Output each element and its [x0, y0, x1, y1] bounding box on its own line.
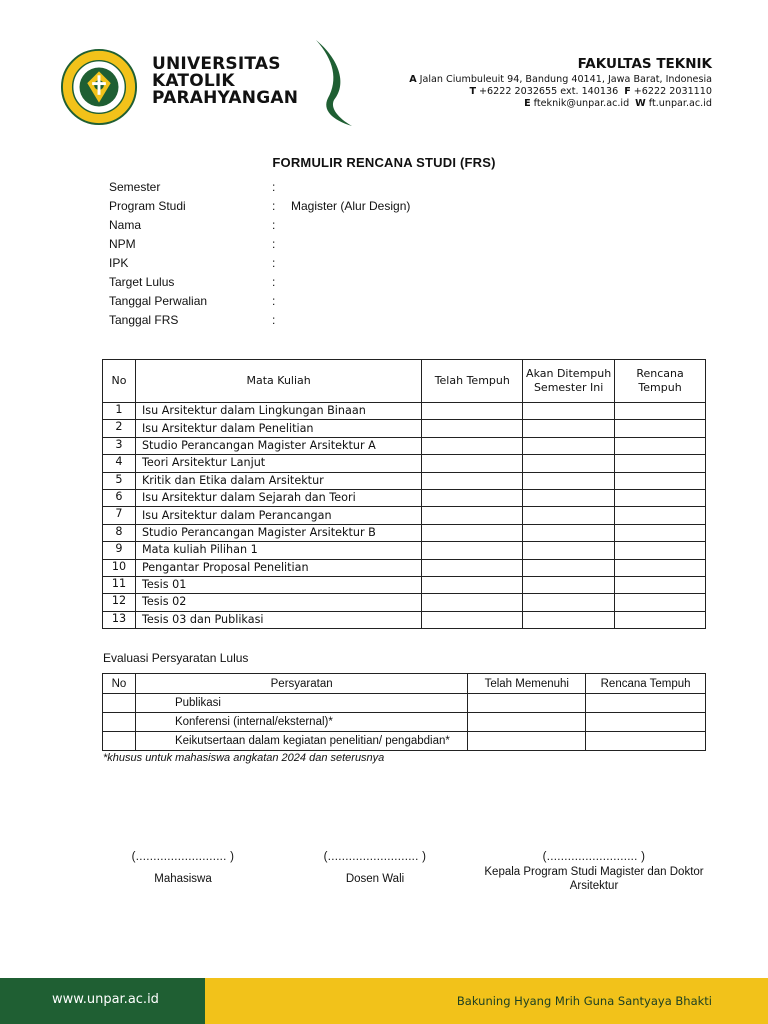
akan-ditempuh-cell[interactable] — [523, 455, 615, 472]
rencana-tempuh-cell[interactable] — [615, 455, 706, 472]
table-row — [103, 542, 706, 559]
row-number — [103, 732, 136, 751]
table-row — [103, 576, 706, 593]
footer-website-link[interactable]: www.unpar.ac.id — [52, 992, 159, 1007]
column-header-mata-kuliah: Mata Kuliah — [135, 360, 421, 403]
faculty-email-line — [409, 98, 712, 110]
signature-kepala-program — [484, 851, 704, 893]
telah-tempuh-cell[interactable] — [422, 507, 523, 524]
field-colon: : — [272, 218, 276, 233]
fax-prefix: F — [624, 86, 631, 97]
akan-ditempuh-cell[interactable] — [523, 489, 615, 506]
row-number: 4 — [103, 455, 136, 472]
table-row — [103, 437, 706, 454]
course-name: Teori Arsitektur Lanjut — [135, 455, 421, 472]
column-header-telah-tempuh: Telah Tempuh — [422, 360, 523, 403]
rencana-tempuh-cell[interactable] — [586, 732, 706, 751]
telah-tempuh-cell[interactable] — [422, 524, 523, 541]
field-semester — [109, 178, 410, 197]
signature-line: (.......................... ) — [542, 851, 646, 863]
footnote: *khusus untuk mahasiswa angkatan 2024 dan seterusnya — [103, 752, 385, 764]
course-name: Mata kuliah Pilihan 1 — [135, 542, 421, 559]
rencana-tempuh-cell[interactable] — [615, 611, 706, 628]
course-name: Kritik dan Etika dalam Arsitektur — [135, 472, 421, 489]
faculty-name: FAKULTAS TEKNIK — [577, 56, 712, 72]
course-table — [102, 359, 706, 629]
telah-memenuhi-cell[interactable] — [468, 732, 586, 751]
university-name-line-1: UNIVERSITAS — [152, 54, 281, 74]
column-header-persyaratan: Persyaratan — [135, 674, 467, 694]
requirement-name: Konferensi (internal/eksternal)* — [135, 713, 467, 732]
table-row — [103, 507, 706, 524]
row-number — [103, 713, 136, 732]
field-program-studi — [109, 197, 410, 216]
rencana-tempuh-cell[interactable] — [615, 594, 706, 611]
rencana-tempuh-cell[interactable] — [586, 694, 706, 713]
table-row — [103, 403, 706, 420]
course-name: Isu Arsitektur dalam Perancangan — [135, 507, 421, 524]
green-swoosh-decoration — [308, 38, 360, 128]
course-name: Isu Arsitektur dalam Lingkungan Binaan — [135, 403, 421, 420]
akan-ditempuh-cell[interactable] — [523, 524, 615, 541]
address-prefix: A — [409, 74, 417, 85]
column-header-no: No — [103, 674, 136, 694]
table-row — [103, 455, 706, 472]
field-label: IPK — [109, 256, 129, 270]
telah-memenuhi-cell[interactable] — [468, 694, 586, 713]
field-ipk — [109, 254, 410, 273]
akan-ditempuh-cell[interactable] — [523, 420, 615, 437]
akan-ditempuh-cell[interactable] — [523, 559, 615, 576]
university-seal-logo — [60, 48, 138, 126]
field-label: Target Lulus — [109, 274, 175, 289]
field-colon: : — [272, 256, 276, 270]
telah-tempuh-cell[interactable] — [422, 437, 523, 454]
faculty-phone-line — [409, 86, 712, 98]
akan-ditempuh-cell[interactable] — [523, 403, 615, 420]
row-number: 12 — [103, 594, 136, 611]
column-header-telah-memenuhi: Telah Memenuhi — [468, 674, 586, 694]
web-prefix: W — [635, 98, 646, 109]
course-name: Pengantar Proposal Penelitian — [135, 559, 421, 576]
rencana-tempuh-cell[interactable] — [615, 489, 706, 506]
form-title: FORMULIR RENCANA STUDI (FRS) — [272, 155, 496, 170]
course-name: Studio Perancangan Magister Arsitektur B — [135, 524, 421, 541]
akan-ditempuh-cell[interactable] — [523, 472, 615, 489]
field-colon: : — [272, 293, 276, 308]
signature-mahasiswa — [108, 851, 258, 886]
telah-memenuhi-cell[interactable] — [468, 713, 586, 732]
faculty-contact-block — [409, 56, 712, 110]
field-nama — [109, 216, 410, 235]
telah-tempuh-cell[interactable] — [422, 403, 523, 420]
course-table-header — [103, 360, 706, 403]
telah-tempuh-cell[interactable] — [422, 420, 523, 437]
table-row — [103, 594, 706, 611]
akan-ditempuh-cell[interactable] — [523, 507, 615, 524]
akan-ditempuh-cell[interactable] — [523, 611, 615, 628]
row-number: 8 — [103, 524, 136, 541]
row-number: 10 — [103, 559, 136, 576]
field-colon: : — [272, 312, 276, 327]
column-header-rencana-tempuh: Rencana Tempuh — [586, 674, 706, 694]
table-row — [103, 524, 706, 541]
field-label: Semester — [109, 180, 161, 195]
field-colon: : — [272, 180, 276, 195]
telah-tempuh-cell[interactable] — [422, 489, 523, 506]
akan-ditempuh-cell[interactable] — [523, 542, 615, 559]
row-number: 7 — [103, 507, 136, 524]
course-name: Isu Arsitektur dalam Sejarah dan Teori — [135, 489, 421, 506]
table-row — [103, 732, 706, 751]
rencana-tempuh-cell[interactable] — [615, 507, 706, 524]
signature-role: Dosen Wali — [345, 873, 405, 885]
field-colon: : — [272, 237, 276, 252]
table-row — [103, 713, 706, 732]
requirements-table-header — [103, 674, 706, 694]
rencana-tempuh-cell[interactable] — [615, 437, 706, 454]
faculty-website: ft.unpar.ac.id — [648, 98, 712, 109]
signature-line: (.......................... ) — [323, 851, 427, 863]
field-tanggal-perwalian — [109, 291, 410, 310]
row-number: 3 — [103, 437, 136, 454]
table-row — [103, 694, 706, 713]
signature-dosen-wali — [300, 851, 450, 886]
rencana-tempuh-cell[interactable] — [615, 542, 706, 559]
rencana-tempuh-cell[interactable] — [615, 403, 706, 420]
column-header-akan-ditempuh: Akan Ditempuh Semester Ini — [523, 360, 615, 403]
row-number: 9 — [103, 542, 136, 559]
telah-tempuh-cell[interactable] — [422, 594, 523, 611]
column-header-no: No — [103, 360, 136, 403]
rencana-tempuh-cell[interactable] — [586, 713, 706, 732]
student-info-fields — [109, 178, 410, 329]
rencana-tempuh-cell[interactable] — [615, 472, 706, 489]
field-npm — [109, 235, 410, 254]
telah-tempuh-cell[interactable] — [422, 559, 523, 576]
telah-tempuh-cell[interactable] — [422, 455, 523, 472]
akan-ditempuh-cell[interactable] — [523, 594, 615, 611]
field-label: Program Studi — [109, 199, 186, 214]
row-number: 2 — [103, 420, 136, 437]
signature-line: (.......................... ) — [131, 851, 235, 863]
faculty-address-line — [409, 74, 712, 86]
rencana-tempuh-cell[interactable] — [615, 420, 706, 437]
course-name: Isu Arsitektur dalam Penelitian — [135, 420, 421, 437]
requirement-name: Publikasi — [135, 694, 467, 713]
row-number: 1 — [103, 403, 136, 420]
signature-role: Kepala Program Studi Magister dan Doktor Arsitektur — [484, 866, 704, 892]
table-row — [103, 472, 706, 489]
requirements-table — [102, 673, 706, 751]
akan-ditempuh-cell[interactable] — [523, 437, 615, 454]
row-number: 11 — [103, 576, 136, 593]
rencana-tempuh-cell[interactable] — [615, 576, 706, 593]
university-name-line-3: PARAHYANGAN — [152, 88, 299, 108]
column-header-rencana-tempuh: Rencana Tempuh — [615, 360, 706, 403]
evaluation-section-title: Evaluasi Persyaratan Lulus — [103, 651, 249, 665]
rencana-tempuh-cell[interactable] — [615, 559, 706, 576]
course-name: Tesis 02 — [135, 594, 421, 611]
requirement-name: Keikutsertaan dalam kegiatan penelitian/ pengabdian* — [135, 732, 467, 751]
email-prefix: E — [524, 98, 531, 109]
faculty-address: Jalan Ciumbuleuit 94, Bandung 40141, Jawa Barat, Indonesia — [419, 74, 712, 85]
signature-role: Mahasiswa — [154, 873, 212, 885]
table-row — [103, 611, 706, 628]
field-target-lulus — [109, 272, 410, 291]
field-label: Tanggal Perwalian — [109, 293, 208, 308]
row-number: 6 — [103, 489, 136, 506]
telah-tempuh-cell[interactable] — [422, 611, 523, 628]
course-name: Tesis 01 — [135, 576, 421, 593]
university-name — [152, 56, 322, 107]
telah-tempuh-cell[interactable] — [422, 472, 523, 489]
akan-ditempuh-cell[interactable] — [523, 576, 615, 593]
telah-tempuh-cell[interactable] — [422, 576, 523, 593]
row-number — [103, 694, 136, 713]
faculty-email: fteknik@unpar.ac.id — [533, 98, 630, 109]
footer-motto: Bakuning Hyang Mrih Guna Santyaya Bhakti — [456, 994, 712, 1008]
field-label: NPM — [109, 237, 136, 252]
faculty-phone: +6222 2032655 ext. 140136 — [479, 86, 619, 97]
course-name: Studio Perancangan Magister Arsitektur A — [135, 437, 421, 454]
faculty-fax: +6222 2031110 — [633, 86, 712, 97]
telah-tempuh-cell[interactable] — [422, 542, 523, 559]
field-label: Tanggal FRS — [109, 312, 179, 327]
table-row — [103, 559, 706, 576]
footer-bar — [0, 978, 768, 1024]
course-name: Tesis 03 dan Publikasi — [135, 611, 421, 628]
field-label: Nama — [109, 218, 142, 233]
phone-prefix: T — [469, 86, 477, 97]
row-number: 5 — [103, 472, 136, 489]
table-row — [103, 489, 706, 506]
rencana-tempuh-cell[interactable] — [615, 524, 706, 541]
university-name-line-2: KATOLIK — [152, 71, 235, 91]
field-colon: : — [272, 274, 276, 289]
field-value[interactable]: Magister (Alur Design) — [291, 199, 411, 214]
field-colon: : — [272, 199, 276, 214]
table-row — [103, 420, 706, 437]
row-number: 13 — [103, 611, 136, 628]
field-tanggal-frs — [109, 310, 410, 329]
